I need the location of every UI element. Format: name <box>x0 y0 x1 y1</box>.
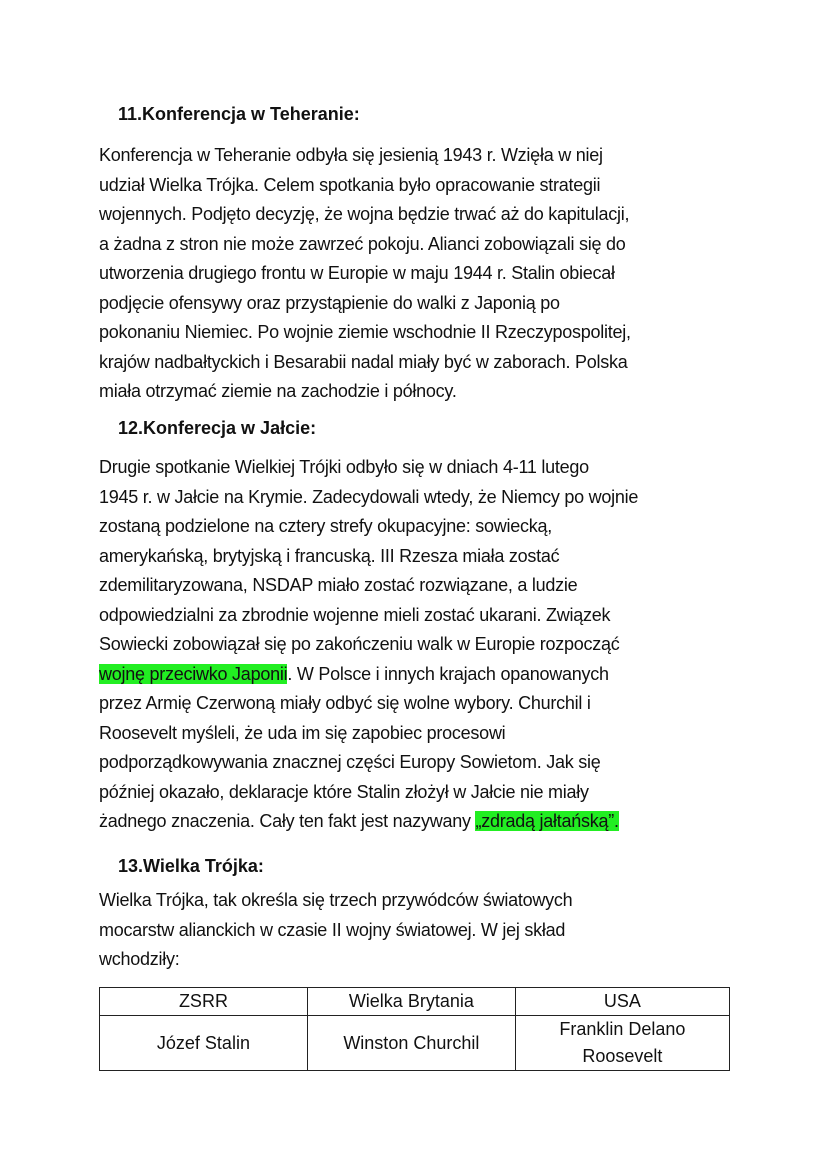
text-line: zdemilitaryzowana, NSDAP miało zostać rozwiązane, a ludzie <box>99 575 578 595</box>
text-line: amerykańską, brytyjską i francuską. III Rzesza miała zostać <box>99 545 560 566</box>
text-line: Sowiecki zobowiązał się po zakończeniu walk w Europie rozpocząć <box>99 634 620 654</box>
table-row <box>100 1016 730 1071</box>
section-heading-yalta: 12.Konferecja w Jałcie: <box>118 418 317 438</box>
table-header-cell: ZSRR <box>100 988 308 1016</box>
text-line: przez Armię Czerwoną miały odbyć się wolne wybory. Churchil i <box>99 693 591 713</box>
paragraph-teheran <box>99 141 631 407</box>
table-header-row <box>100 988 730 1016</box>
text-line: udział Wielka Trójka. Celem spotkania było opracowanie strategii <box>99 174 601 195</box>
text-line: utworzenia drugiego frontu w Europie w maju 1944 r. Stalin obiecał <box>99 263 615 283</box>
table-header-cell: Wielka Brytania <box>307 988 515 1016</box>
text-fragment: . W Polsce i innych krajach opanowanych <box>287 663 609 684</box>
text-line: wchodziły: <box>99 949 180 969</box>
table-cell: Winston Churchil <box>307 1016 515 1071</box>
big-three-table <box>99 987 730 1071</box>
highlighted-text: „zdradą jałtańską”. <box>475 811 619 831</box>
table-cell: Józef Stalin <box>100 1016 308 1071</box>
table-header-cell: USA <box>515 988 729 1016</box>
text-line: Konferencja w Teheranie odbyła się jesienią 1943 r. Wzięła w niej <box>99 145 603 165</box>
text-line: odpowiedzialni za zbrodnie wojenne mieli zostać ukarani. Związek <box>99 604 611 625</box>
text-line: Wielka Trójka, tak określa się trzech przywódców światowych <box>99 890 573 910</box>
text-line: Roosevelt myśleli, że uda im się zapobiec procesowi <box>99 722 506 743</box>
text-line: podporządkowywania znacznej części Europy Sowietom. Jak się <box>99 752 601 772</box>
paragraph-yalta <box>99 453 638 837</box>
text-line: zostaną podzielone na cztery strefy okupacyjne: sowiecką, <box>99 516 553 536</box>
text-line: później okazało, deklaracje które Stalin złożył w Jałcie nie miały <box>99 781 589 802</box>
paragraph-big-three <box>99 886 572 975</box>
text-line: krajów nadbałtyckich i Besarabii nadal miały być w zaborach. Polska <box>99 351 628 372</box>
text-line: mocarstw alianckich w czasie II wojny światowej. W jej skład <box>99 919 566 940</box>
text-line: pokonaniu Niemiec. Po wojnie ziemie wschodnie II Rzeczypospolitej, <box>99 322 631 342</box>
text-line <box>99 807 638 837</box>
text-line: wojennych. Podjęto decyzję, że wojna będzie trwać aż do kapitulacji, <box>99 204 630 224</box>
section-heading-big-three: 13.Wielka Trójka: <box>118 856 264 876</box>
text-line: miała otrzymać ziemie na zachodzie i północy. <box>99 381 457 401</box>
section-heading-teheran: 11.Konferencja w Teheranie: <box>118 104 360 124</box>
table-cell: Franklin Delano Roosevelt <box>515 1016 729 1071</box>
highlighted-text: wojnę przeciwko Japonii <box>99 663 288 684</box>
text-line: podjęcie ofensywy oraz przystąpienie do walki z Japonią po <box>99 292 560 313</box>
text-line <box>99 660 638 690</box>
text-fragment: żadnego znaczenia. Cały ten fakt jest nazywany <box>99 811 476 831</box>
text-line: 1945 r. w Jałcie na Krymie. Zadecydowali wtedy, że Niemcy po wojnie <box>99 486 639 507</box>
text-line: Drugie spotkanie Wielkiej Trójki odbyło się w dniach 4-11 lutego <box>99 457 589 477</box>
text-line: a żadna z stron nie może zawrzeć pokoju. Alianci zobowiązali się do <box>99 233 626 254</box>
